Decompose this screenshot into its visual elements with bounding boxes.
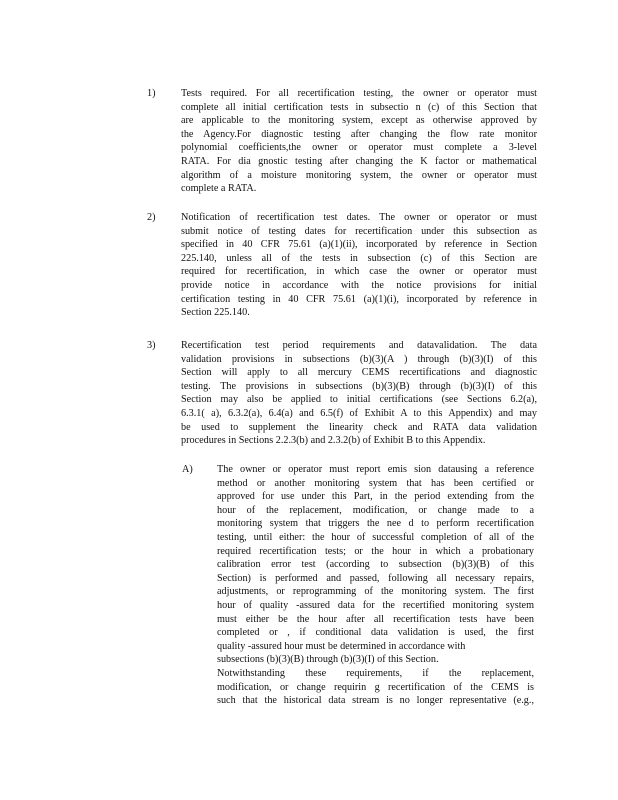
text-line: Notwithstanding these requirements, if the replacement,: [217, 667, 534, 679]
text-line: complete all initial certification tests in subsectio n (c) of this Section that: [181, 101, 537, 113]
text-line: Notification of recertification test dates. The owner or operator or must: [181, 212, 537, 223]
text-line: Recertification test period requirements and datavalidation. The data: [181, 340, 537, 351]
subparagraph-body: [217, 463, 534, 708]
text-line: required for recertification, in which case the owner or operator must: [181, 266, 537, 278]
text-line: must either be the hour after all recertification tests have been: [217, 613, 534, 625]
text-line: submit notice of testing dates for recertification under this subsection as: [181, 225, 537, 237]
text-line: 6.3.1( a), 6.3.2(a), 6.4(a) and 6.5(f) of Exhibit A to this Appendix) and may: [181, 407, 537, 419]
text-line: the Agency.For diagnostic testing after changing the flow rate monitor: [181, 128, 537, 140]
paragraph-number: 2): [147, 212, 156, 223]
paragraph-body: [181, 211, 537, 320]
text-line: such that the historical data stream is no longer representative (e.g.,: [217, 695, 534, 707]
text-line: required recertification tests; or the hour in which a probationary: [217, 545, 534, 557]
paragraph-number: 3): [147, 340, 156, 351]
text-line: Tests required. For all recertification testing, the owner or operator must: [181, 88, 537, 99]
text-line: testing. The provisions in subsections (b)(3)(B) through (b)(3)(I) of this: [181, 380, 537, 392]
text-line: testing, until either: the hour of successful completion of all of the: [217, 531, 534, 543]
text-line: calibration error test (according to subsection (b)(3)(B) of this: [217, 559, 534, 571]
text-line: Section 225.140.: [181, 307, 250, 319]
text-line: hour of the replacement, modification, or change made to a: [217, 504, 534, 516]
text-line: subsections (b)(3)(B) through (b)(3)(I) of this Section.: [217, 654, 439, 666]
text-line: are applicable to the monitoring system, except as otherwise approved by: [181, 115, 537, 127]
text-line: specified in 40 CFR 75.61 (a)(1)(ii), incorporated by reference in Section: [181, 239, 537, 251]
text-line: Section may also be applied to initial certifications (see Sections 6.2(a),: [181, 394, 537, 406]
text-line: Section) is performed and passed, following all necessary repairs,: [217, 572, 534, 584]
subparagraph-letter: A): [182, 464, 193, 475]
text-line: validation provisions in subsections (b)(3)(A ) through (b)(3)(I) of this: [181, 353, 537, 365]
text-line: adjustments, or reprogramming of the monitoring system. The first: [217, 586, 534, 598]
text-line: Section will apply to all mercury CEMS recertifications and diagnostic: [181, 367, 537, 379]
paragraph-body: [181, 339, 537, 448]
paragraph-body: [181, 87, 537, 196]
text-line: modification, or change requirin g recertification of the CEMS is: [217, 681, 534, 693]
text-line: hour of quality -assured data for the recertified monitoring system: [217, 599, 534, 611]
text-line: method or another monitoring system that has been certified or: [217, 477, 534, 489]
text-line: monitoring system that triggers the nee d to perform recertification: [217, 518, 534, 530]
text-line: 225.140, unless all of the tests in subsection (c) of this Section are: [181, 252, 537, 264]
text-line: The owner or operator must report emis sion datausing a reference: [217, 464, 534, 475]
text-line: procedures in Sections 2.2.3(b) and 2.3.2(b) of Exhibit B to this Appendix.: [181, 435, 486, 447]
text-line: approved for use under this Part, in the period extending from the: [217, 491, 534, 503]
text-line: completed or , if conditional data validation is used, the first: [217, 627, 534, 639]
text-line: RATA. For dia gnostic testing after changing the K factor or mathematical: [181, 155, 537, 167]
text-line: algorithm of a moisture monitoring system, the owner or operator must: [181, 169, 537, 181]
text-line: complete a RATA.: [181, 183, 257, 195]
text-line: be used to supplement the linearity check and RATA data validation: [181, 421, 537, 433]
text-line: provide notice in accordance with the notice provisions for initial: [181, 279, 537, 291]
paragraph-number: 1): [147, 88, 156, 99]
text-line: certification testing in 40 CFR 75.61 (a)(1)(i), incorporated by reference in: [181, 293, 537, 305]
text-line: polynomial coefficients,the owner or operator must complete a 3-level: [181, 142, 537, 154]
text-line: quality -assured hour must be determined in accordance with: [217, 640, 466, 652]
